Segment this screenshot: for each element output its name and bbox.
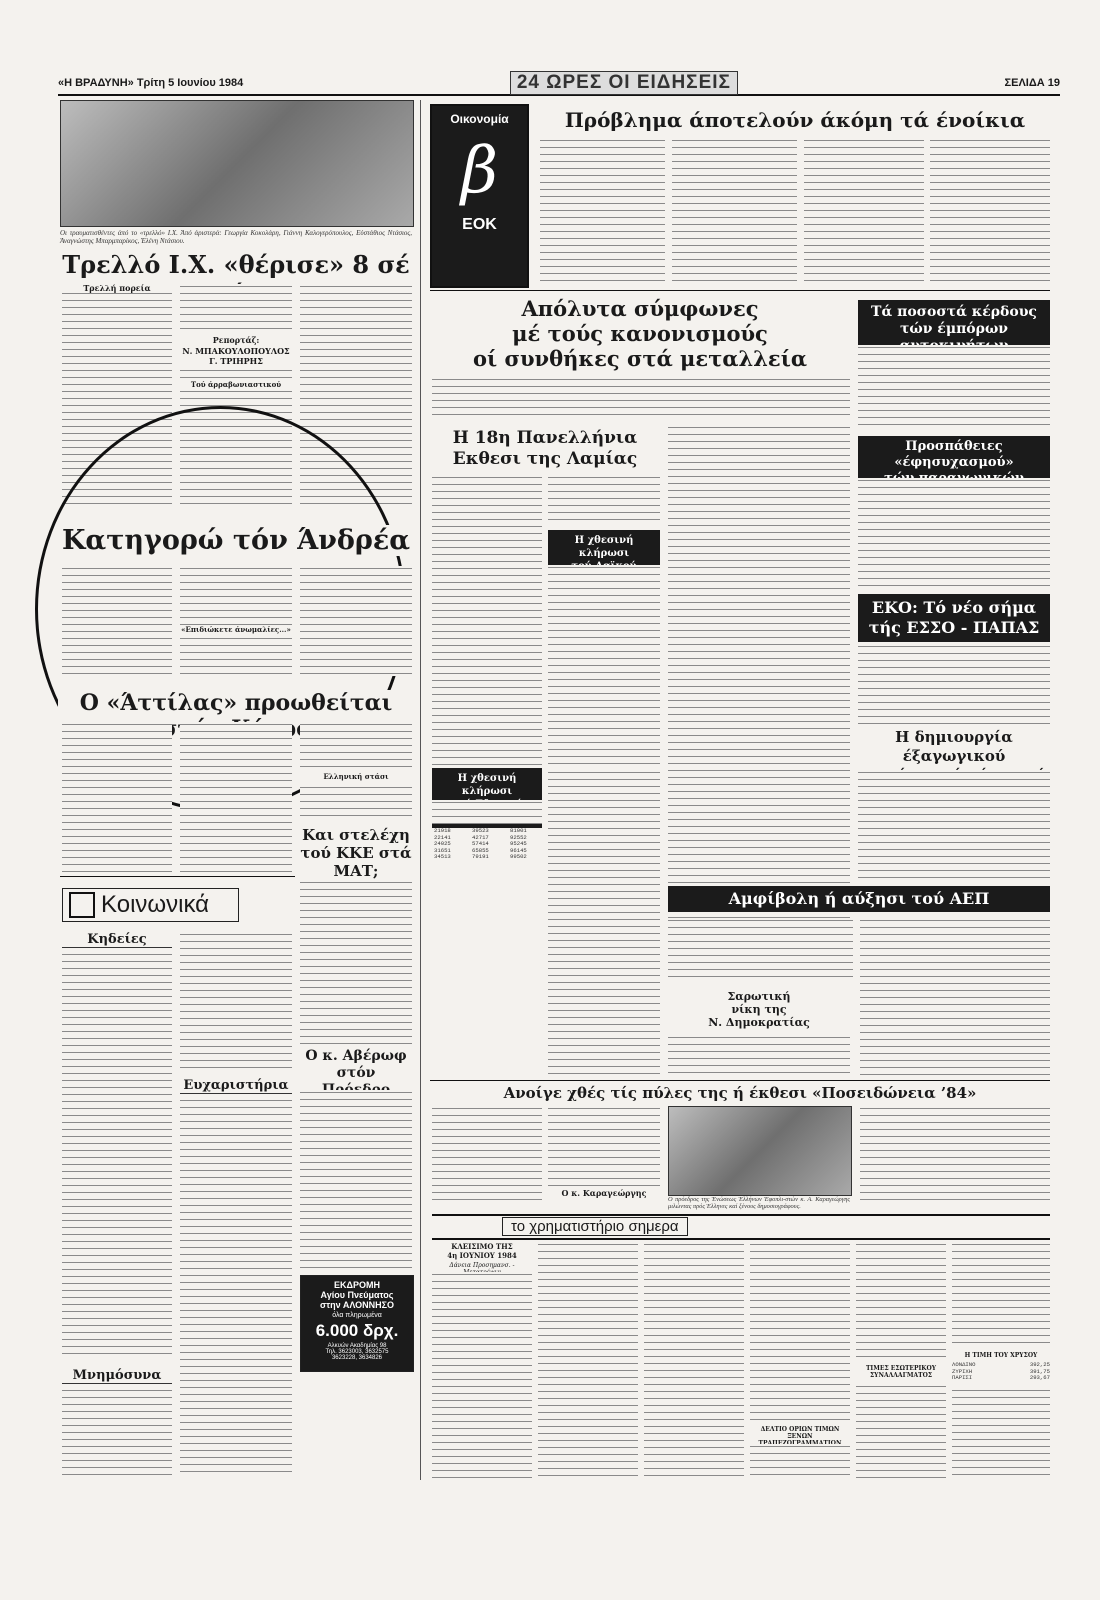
headline-kke: Και στελέχη τού ΚΚΕ στά ΜΑΤ; xyxy=(300,826,412,880)
sub-greek-stance: Ελληνική στάσι xyxy=(300,772,412,781)
lottery-number: 95245 xyxy=(510,840,527,848)
foreign-currency-table xyxy=(856,1384,946,1478)
lottery-number: 31651 xyxy=(434,846,451,854)
rent-col-1 xyxy=(540,138,665,283)
lottery-number: 81001 xyxy=(510,827,527,834)
box-gdp: Αμφίβολη ή αύξησι τού ΑΕΠ xyxy=(668,886,1050,912)
gold-market: ΛΟΝΔΙΝΟ xyxy=(952,1361,976,1368)
gold-market: ΠΑΡΙΣΙ xyxy=(952,1374,973,1382)
exchange-subtitle: ΚΛΕΙΣΙΜΟ ΤΗΣ 4η ΙΟΥΝΙΟΥ 1984 xyxy=(447,1242,517,1260)
page-header xyxy=(58,72,1060,96)
sub-crazy-path: Τρελλή πορεία xyxy=(62,283,172,293)
headline-lamia: Η 18η Πανελλήνια Εκθεσι της Λαμίας xyxy=(452,428,638,469)
headline-accuse-andreas: Κατηγορώ τόν Άνδρέα xyxy=(58,525,414,556)
funerals-text xyxy=(62,952,172,1357)
gold-title: Η ΤΙΜΗ ΤΟΥ ΧΡΥΣΟΥ xyxy=(964,1352,1038,1359)
headline-attila: Ο «Άττίλας» προωθείται xyxy=(58,690,414,742)
headline-rent: Πρόβλημα άποτελούν άκόμη τά ένοίκια xyxy=(564,108,1026,132)
posidonia-caption: Ο πρόεδρος της Ένώσεως Έλλήνων Έφοπλι-στών κ. Α. Καραγεώργης μιλώντας πρός Έλληνες καί ξένους δημοσιογράφους. xyxy=(668,1196,850,1211)
karagiorgis-photo xyxy=(668,1106,852,1196)
ad-address: Αλκυών Ακαδημίας 98 Τηλ. 3623003, 3632575 3623228, 3634826 xyxy=(325,1343,389,1361)
exchange-table-7 xyxy=(952,1388,1050,1478)
rent-col-2 xyxy=(672,138,797,283)
gdp-text-1 xyxy=(668,918,853,983)
exchange-col-title: Δάνεια Προσημανσ. - xyxy=(449,1262,515,1269)
lottery-number: 39523 xyxy=(472,827,489,834)
gold-market: ΖΥΡΙΧΗ xyxy=(952,1367,973,1375)
economy-logo xyxy=(430,104,529,288)
divider-rent xyxy=(430,290,1050,291)
funerals-heading: Κηδείες xyxy=(62,932,172,948)
eok-label: ΕΟΚ xyxy=(462,216,497,233)
gold-table xyxy=(952,1362,1050,1382)
ad-price: 6.000 δρχ. xyxy=(315,1321,399,1340)
lottery-number: 34513 xyxy=(434,853,451,861)
exchange-table-2 xyxy=(538,1242,638,1478)
square-icon xyxy=(69,892,95,918)
article-accuse-col-1 xyxy=(62,566,172,676)
box-eko: ΕΚΟ: Τό νέο σήμα τής ΕΣΣΟ - ΠΑΠΑΣ xyxy=(858,594,1050,642)
rent-col-3 xyxy=(804,138,924,283)
page-number: ΣΕΛΙΔΑ 19 xyxy=(1004,77,1060,89)
reporter-names: Ν. ΜΠΑΚΟΥΛΟΠΟΥΛΟΣ Γ. ΤΡΙΗΡΗΣ xyxy=(180,346,292,366)
lottery-number: 21918 xyxy=(434,827,451,834)
ad-subtitle: όλα πληρωμένα xyxy=(332,1312,382,1319)
lottery-number: 96145 xyxy=(510,846,527,854)
lottery-number: 65855 xyxy=(472,846,489,854)
box-profit-margins: Τά ποσοστά κέρδους τών έμπόρων xyxy=(858,300,1050,359)
wine-text xyxy=(858,770,1050,880)
mines-intro xyxy=(432,377,850,421)
koinonika-col-2 xyxy=(180,932,292,1072)
injured-photo xyxy=(60,100,414,227)
posidonia-col-1 xyxy=(432,1106,542,1201)
beta-icon: β xyxy=(461,134,498,208)
koinonika-title: Κοινωνικά xyxy=(101,891,210,918)
memorials-text xyxy=(62,1388,172,1478)
nominal-title: ΔΕΛΤΙΟ ΟΡΙΩΝ ΤΙΜΩΝ ΞΕΝΩΝ xyxy=(760,1426,840,1440)
divider-posidonia xyxy=(430,1080,1050,1081)
headline-landslide: Σαρωτική νίκη της Ν. Δημοκρατίας xyxy=(708,990,810,1029)
lamia-text-2 xyxy=(548,475,660,525)
headline-wine: Η δημιουργία έξαγωγικού xyxy=(895,728,1013,765)
box-lottery-ethniko: Η χθεσινή κλήρωσι xyxy=(432,768,542,828)
rent-col-4 xyxy=(930,138,1050,283)
box-reassurance: Προσπάθειες «έφησυχασμού» xyxy=(858,436,1050,506)
gold-price: 392,25 xyxy=(1029,1361,1050,1368)
sub-fiance: Τού άρραβωνιαστικού xyxy=(180,380,292,389)
headline-averof: Ο κ. Αβέρωφ στόν xyxy=(305,1048,407,1081)
headline-crazy-car: Τρελλό Ι.Χ. «θέρισε» 8 σέ xyxy=(62,250,410,279)
lottery-number: 24025 xyxy=(434,840,451,848)
article-attila-col-1 xyxy=(62,722,172,872)
exchange-table-1 xyxy=(432,1272,532,1478)
landslide-text xyxy=(668,1035,850,1075)
exchange-table-4 xyxy=(750,1242,850,1422)
sub-anomalies: «Επιδιώκετε άνωμαλίες...» xyxy=(181,625,291,634)
lottery-number: 57414 xyxy=(472,840,489,848)
exchange-title: το χρηματιστήριο σημερα xyxy=(502,1217,688,1236)
headline-mines: Απόλυτα σύμφωνες μέ τούς κανονισμούς οί συνθήκες στά μεταλλεία xyxy=(472,296,808,371)
headline-posidonia: Ανοίγε χθές τίς πύλες της ή έκθεσι «Ποσειδώνεια ’84» xyxy=(503,1084,977,1102)
box-lottery-laiko: Η χθεσινή κλήρωσι xyxy=(548,530,660,590)
lamia-text xyxy=(432,475,542,785)
memorials-heading: Μνημόσυνα xyxy=(62,1368,172,1384)
lottery-number: 42717 xyxy=(472,833,489,841)
excursion-ad[interactable] xyxy=(300,1275,414,1372)
article-accuse-col-3 xyxy=(300,566,412,676)
lottery-number: 99502 xyxy=(510,853,527,861)
exchange-table-5 xyxy=(856,1242,946,1362)
exchange-banner xyxy=(432,1214,1050,1240)
article-attila-col-2 xyxy=(180,722,292,872)
photo-caption: Οι τραυματισθέντες άπό το «τρελλό» Ι.Χ. Άπό άριστερά: Γεωργία Κοκολάρη, Γιάννη Καλογερόπουλος, Εύστάθιος Ντάσιος, Άναγνώστης Μπαρμπαρίκος, Έλένη Ντάσιου. xyxy=(60,229,412,245)
thanks-text xyxy=(180,1098,292,1478)
gold-price: 391,75 xyxy=(1029,1367,1050,1375)
lottery-number: 92552 xyxy=(510,833,527,841)
koinonika-banner xyxy=(62,888,239,922)
lottery-number: 79191 xyxy=(472,853,489,861)
exchange-table-3 xyxy=(644,1242,744,1478)
posidonia-col-2 xyxy=(548,1106,660,1186)
section-banner: 24 ΩΡΕΣ ΟΙ ΕΙΔΗΣΕΙΣ xyxy=(510,71,738,95)
posidonia-col-4 xyxy=(860,1106,1050,1206)
exchange-table-6 xyxy=(952,1242,1050,1347)
karagiorgis-label: Ο κ. Καραγεώργης xyxy=(561,1188,647,1198)
newspaper-dateline: «Η ΒΡΑΔΥΝΗ» Τρίτη 5 Ιουνίου 1984 xyxy=(58,77,244,89)
lottery-laiko-text xyxy=(548,565,660,765)
lottery-ethniko-intro xyxy=(432,800,542,824)
lottery-ethniko-col-2 xyxy=(548,770,660,1075)
lottery-number: 22141 xyxy=(434,833,451,841)
page-center-divider xyxy=(420,100,421,1480)
article-accuse-col-2 xyxy=(180,566,292,676)
averof-text xyxy=(300,1090,412,1268)
thanks-heading: Ευχαριστήρια xyxy=(180,1078,292,1094)
eko-text xyxy=(858,644,1050,724)
reassurance-text xyxy=(858,478,1050,588)
divider-koinonika xyxy=(60,876,295,877)
nominal-table xyxy=(750,1444,850,1478)
economy-label: Οικονομία xyxy=(450,112,509,126)
foreign-currency-title: ΤΙΜΕΣ ΕΣΩΤΕΡΙΚΟΥ ΣΥΝΑΛΛΑΓΜΑΤΟΣ xyxy=(865,1365,937,1379)
lottery-numbers xyxy=(434,828,542,1098)
gdp-text-2 xyxy=(860,918,1050,1078)
profit-text xyxy=(858,345,1050,430)
kke-text xyxy=(300,880,412,1045)
ad-title: ΕΚΔΡΟΜΗ Αγίου Πνεύματος στην ΑΛΟΝΝΗΣΟ xyxy=(319,1280,394,1310)
reporter-label: Ρεπορτάζ: xyxy=(180,335,292,345)
gold-price: 293,67 xyxy=(1029,1374,1050,1382)
